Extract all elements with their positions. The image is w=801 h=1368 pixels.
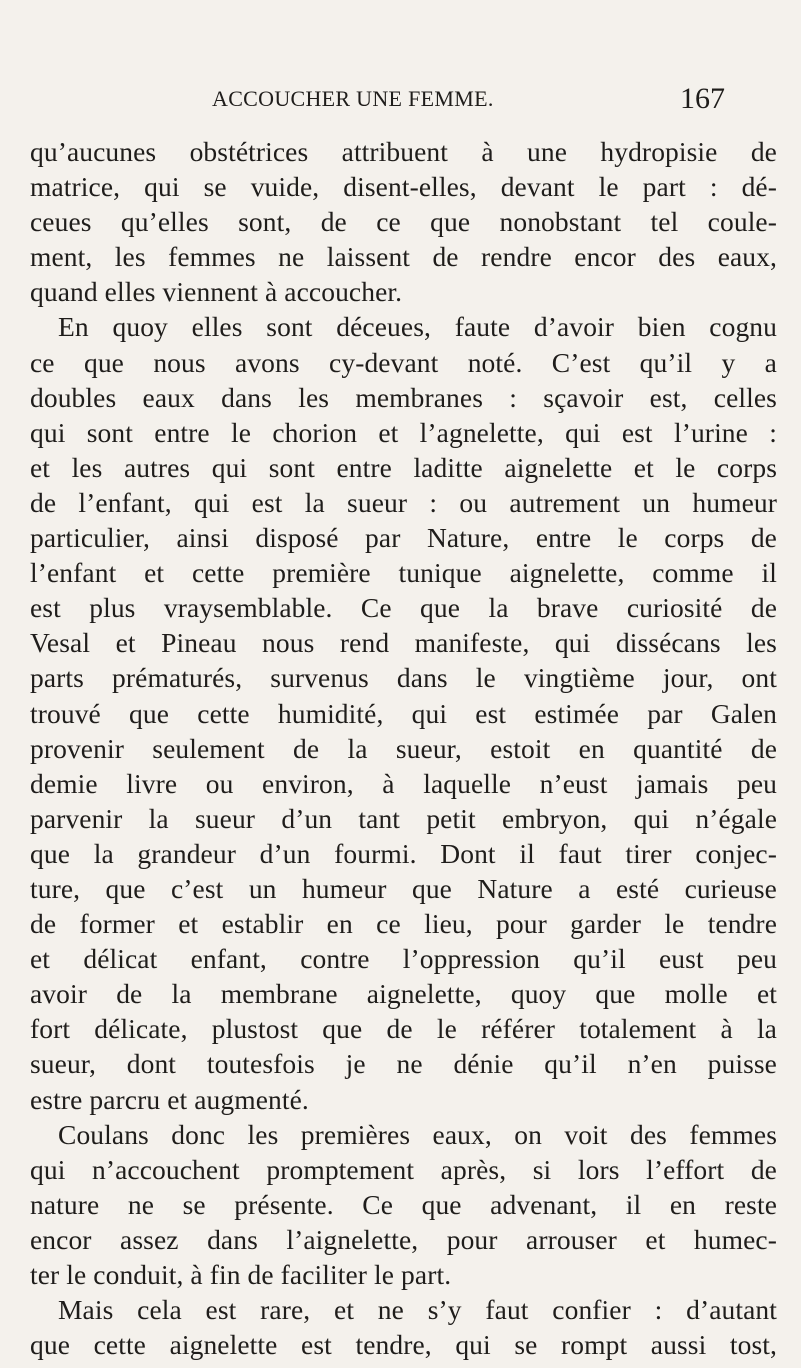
running-title: ACCOUCHER UNE FEMME. [212,86,494,111]
text-line: ce que nous avons cy-devant noté. C’est qu’il y a [30,346,777,378]
text-line: ter le conduit, à fin de faciliter le part. [30,1259,452,1290]
text-line: que la grandeur d’un fourmi. Dont il faut tirer conjec- [30,837,777,869]
text-line: provenir seulement de la sueur, estoit en quantité de [30,732,777,764]
page-number: 167 [680,82,725,115]
text-line: ment, les femmes ne laissent de rendre encor des eaux, [30,241,777,273]
text-line: trouvé que cette humidité, qui est estimée par Galen [30,697,777,729]
text-line: fort délicate, plustost que de le référer totalement à la [30,1013,777,1045]
text-line: nature ne se présente. Ce que advenant, il en reste [30,1188,777,1220]
text-line: Mais cela est rare, et ne s’y faut confier : d’autant [58,1294,777,1326]
text-line: qu’aucunes obstétrices attribuent à une hydropisie de [30,136,777,167]
text-line: qui n’accouchent promptement après, si lors l’effort de [30,1153,777,1185]
text-line: que cette aignelette est tendre, qui se rompt aussi tost, [30,1329,777,1361]
text-line: quand elles viennent à accoucher. [30,276,403,308]
text-line: de l’enfant, qui est la sueur : ou autrement un humeur [30,486,777,518]
text-line: parvenir la sueur d’un tant petit embryon, qui n’égale [30,802,777,834]
text-line: et les autres qui sont entre laditte aignelette et le corps [30,451,777,483]
text-line: avoir de la membrane aignelette, quoy que molle et [30,978,777,1010]
text-line: sueur, dont toutesfois je ne dénie qu’il n’en puisse [30,1048,777,1080]
text-line: Coulans donc les premières eaux, on voit des femmes [58,1118,777,1150]
text-line: En quoy elles sont déceues, faute d’avoir bien cognu [58,311,777,343]
text-line: particulier, ainsi disposé par Nature, entre le corps de [30,522,777,554]
text-line: et délicat enfant, contre l’oppression qu’il eust peu [30,943,777,975]
text-line: qui sont entre le chorion et l’agnelette, qui est l’urine : [30,416,777,448]
text-line: ceues qu’elles sont, de ce que nonobstant tel coule- [30,206,777,238]
text-line: matrice, qui se vuide, disent-elles, devant le part : dé- [30,171,777,203]
text-line: ture, que c’est un humeur que Nature a esté curieuse [30,872,777,904]
text-line: de former et establir en ce lieu, pour garder le tendre [30,908,777,940]
running-head [0,84,801,114]
text-line: Vesal et Pineau nous rend manifeste, qui dissécans les [30,627,777,659]
text-line: l’enfant et cette première tunique aignelette, comme il [30,557,777,589]
text-line: est plus vraysemblable. Ce que la brave curiosité de [30,592,777,624]
text-line: parts prématurés, survenus dans le vingtième jour, ont [30,662,777,694]
text-line: estre parcru et augmenté. [30,1083,309,1115]
body-text [30,134,777,1362]
text-line: doubles eaux dans les membranes : sçavoir est, celles [30,381,777,413]
text-line: encor assez dans l’aignelette, pour arrouser et humec- [30,1223,777,1255]
text-line: demie livre ou environ, à laquelle n’eust jamais peu [30,767,777,799]
